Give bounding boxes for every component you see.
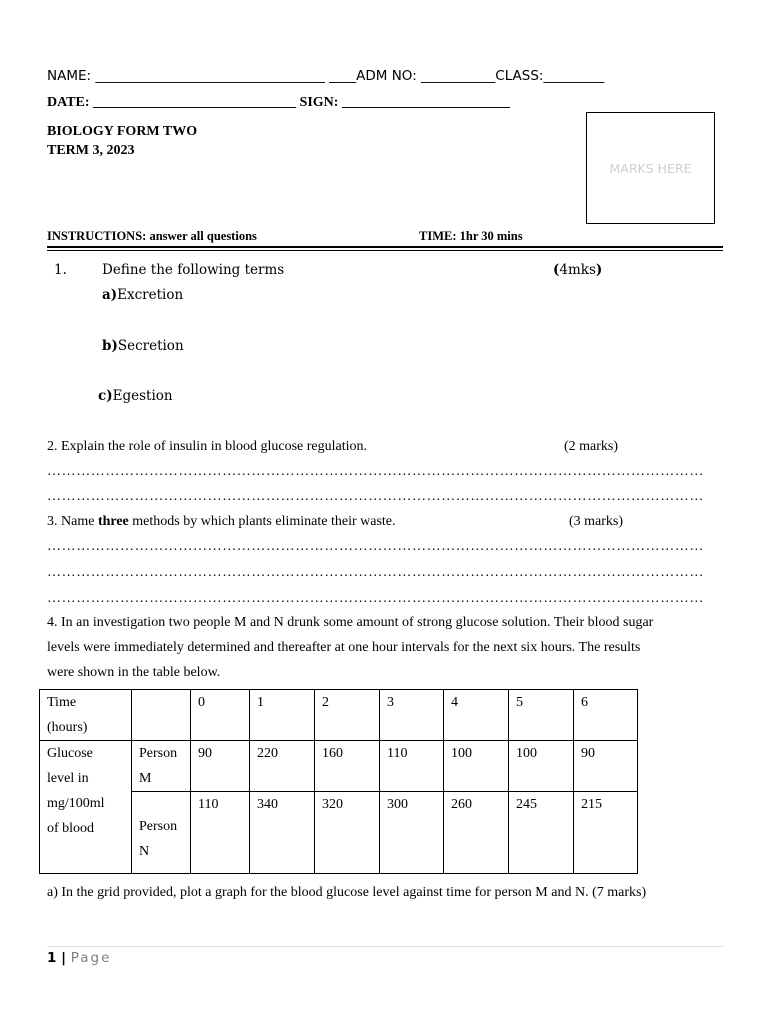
q1-part-b: b)Secretion <box>102 338 184 354</box>
n-value-cell: 215 <box>574 792 638 874</box>
hour-cell: 6 <box>574 690 638 741</box>
m-value-cell: 220 <box>250 741 315 792</box>
q1-text: Define the following terms <box>102 262 285 278</box>
page-number: 1 <box>47 950 57 966</box>
n-value-cell: 320 <box>315 792 380 874</box>
n-value-cell: 340 <box>250 792 315 874</box>
sign-blank: ________________________ <box>341 95 510 110</box>
header-divider-thin <box>47 250 723 251</box>
q1-marks: (4mks) <box>553 262 603 278</box>
date-label: DATE: <box>47 95 94 110</box>
m-value-cell: 90 <box>191 741 250 792</box>
person-n-cell: Person N <box>132 792 191 874</box>
m-value-cell: 160 <box>315 741 380 792</box>
n-value-cell: 260 <box>444 792 509 874</box>
q4-line-2: levels were immediately determined and thereafter at one hour intervals for the next six hours. The results <box>47 640 641 655</box>
m-value-cell: 90 <box>574 741 638 792</box>
m-value-cell: 110 <box>380 741 444 792</box>
q4-line-3: were shown in the table below. <box>47 665 221 680</box>
n-value-cell: 110 <box>191 792 250 874</box>
answer-line: ……………………………………………………………………………………………………………………… <box>47 591 704 606</box>
table-row <box>40 741 638 792</box>
hour-cell: 4 <box>444 690 509 741</box>
q1-part-c: c)Egestion <box>98 388 173 404</box>
hour-cell: 1 <box>250 690 315 741</box>
header-divider-thick <box>47 246 723 248</box>
n-value-cell: 245 <box>509 792 574 874</box>
empty-cell <box>132 690 191 741</box>
paper-title: BIOLOGY FORM TWO <box>47 124 198 139</box>
table-row <box>40 690 638 741</box>
q1-number: 1. <box>54 262 67 278</box>
instructions: INSTRUCTIONS: answer all questions <box>47 229 257 243</box>
glucose-label-cell: Glucose level in mg/100ml of blood <box>40 741 132 874</box>
q4-line-1: 4. In an investigation two people M and N drunk some amount of strong glucose solution. Their blood sugar <box>47 615 654 630</box>
page-footer <box>47 950 111 966</box>
sign-label: SIGN: <box>296 95 342 110</box>
hour-cell: 2 <box>315 690 380 741</box>
time-allowed: TIME: 1hr 30 mins <box>419 229 523 243</box>
date-sign-line <box>47 95 510 111</box>
glucose-results-table <box>39 689 638 874</box>
person-m-cell: Person M <box>132 741 191 792</box>
page-label: Page <box>70 950 112 966</box>
footer-separator: | <box>56 950 71 966</box>
hour-cell: 0 <box>191 690 250 741</box>
answer-line: ……………………………………………………………………………………………………………………… <box>47 489 704 504</box>
q2-marks: (2 marks) <box>564 439 619 454</box>
hour-cell: 5 <box>509 690 574 741</box>
answer-line: ……………………………………………………………………………………………………………………… <box>47 539 704 554</box>
date-blank: _____________________________ <box>93 95 297 110</box>
answer-line: ……………………………………………………………………………………………………………………… <box>47 464 704 479</box>
paper-term: TERM 3, 2023 <box>47 143 135 158</box>
marks-box-placeholder: MARKS HERE <box>609 161 692 176</box>
marks-box <box>586 112 715 224</box>
answer-line: ……………………………………………………………………………………………………………………… <box>47 565 704 580</box>
q3-marks: (3 marks) <box>569 514 624 529</box>
m-value-cell: 100 <box>509 741 574 792</box>
q4-part-a: a) In the grid provided, plot a graph for the blood glucose level against time for person M and N. (7 marks) <box>47 885 647 900</box>
hour-cell: 3 <box>380 690 444 741</box>
footer-divider <box>47 946 723 947</box>
q1-part-a: a)Excretion <box>102 287 184 303</box>
time-header-cell: Time (hours) <box>40 690 132 741</box>
n-value-cell: 300 <box>380 792 444 874</box>
name-admno-class-line: NAME: __________________________________ ____ADM NO: ___________CLASS:_________ <box>47 68 605 84</box>
q2-text: 2. Explain the role of insulin in blood glucose regulation. <box>47 439 367 454</box>
q3-text: 3. Name three methods by which plants eliminate their waste. <box>47 514 396 529</box>
m-value-cell: 100 <box>444 741 509 792</box>
